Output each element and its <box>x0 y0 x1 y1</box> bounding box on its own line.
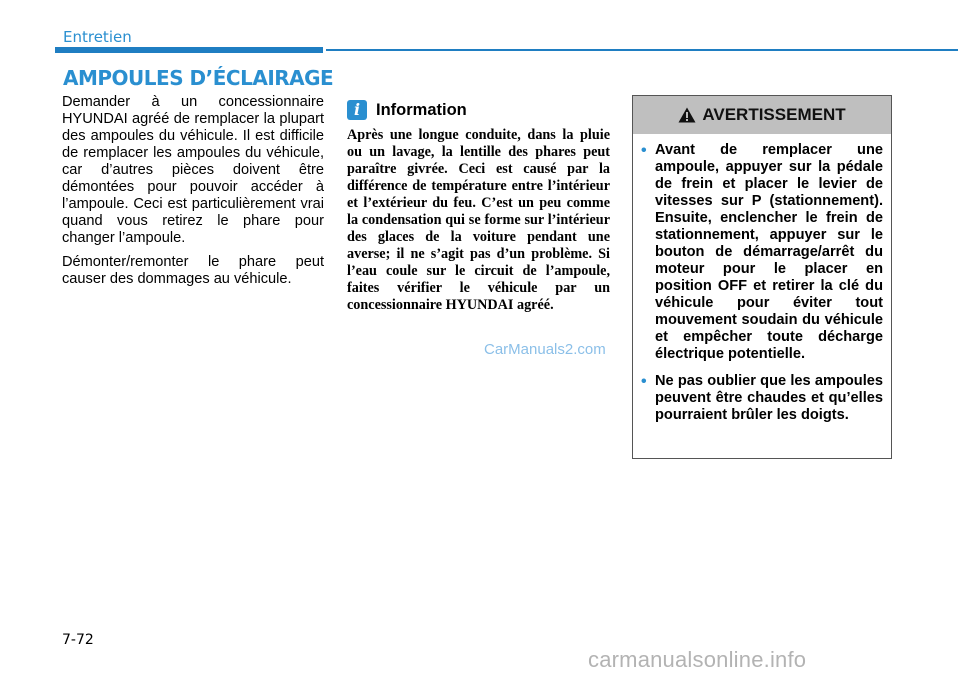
info-title: Information <box>376 100 467 119</box>
section-label: Entretien <box>63 28 132 46</box>
warning-list <box>633 134 891 424</box>
intro-column <box>62 94 324 295</box>
page-title: AMPOULES D’ÉCLAIRAGE <box>63 66 334 90</box>
warning-item <box>641 373 883 424</box>
warning-title: AVERTISSEMENT <box>702 105 846 124</box>
page-number: 7-72 <box>62 632 94 648</box>
info-text: Après une longue conduite, dans la pluie ou un lavage, la lentille des phares peut paraître givrée. Ceci est causé par la différence de température entre l’intérieur et l’extérieur du feu. C’est un peu comme la condensation qui se forme sur l’intérieur des glaces de la voiture pendant une averse; il ne s’agit pas d’un problème. Si l’eau coule sur le circuit de l’ampoule, faites vérifier le véhicule par un concessionnaire HYUNDAI agréé. <box>347 127 610 313</box>
bullet-icon: • <box>641 373 647 390</box>
warning-item-text: Ne pas oublier que les ampoules peuvent être chaudes et qu’elles pourraient brûler les doigts. <box>655 373 883 423</box>
warning-item-text: Avant de remplacer une ampoule, appuyer sur la pédale de frein et placer le levier de vitesses sur P (stationnement). Ensuite, enclencher le frein de stationnement, appuyer sur le bouton de démarrage/arrêt du moteur pour le placer en position OFF et retirer la clé du véhicule pour éviter tout mouvement soudain du véhicule et empêcher toute décharge électrique potentielle. <box>655 142 883 362</box>
warning-header <box>633 96 891 134</box>
intro-paragraph: Demander à un concessionnaire HYUNDAI agréé de remplacer la plupart des ampoules du véhicule. Il est difficile de remplacer les ampoules du véhicule, car d’autres pièces doivent être démontées pour pouvoir accéder à l’ampoule. Ceci est particulièrement vrai quand vous retirez le phare pour changer l’ampoule. <box>62 94 324 246</box>
warning-triangle-icon <box>678 107 696 123</box>
header-rule-thin <box>326 49 958 51</box>
bullet-icon: • <box>641 142 647 159</box>
info-icon: i <box>347 100 367 120</box>
warning-item <box>641 142 883 363</box>
footer-watermark: carmanualsonline.info <box>588 647 807 672</box>
watermark: CarManuals2.com <box>484 341 606 358</box>
intro-paragraph: Démonter/remonter le phare peut causer des dommages au véhicule. <box>62 254 324 287</box>
header-rule-thick <box>55 47 323 53</box>
info-header <box>347 99 467 121</box>
warning-box <box>632 95 892 459</box>
